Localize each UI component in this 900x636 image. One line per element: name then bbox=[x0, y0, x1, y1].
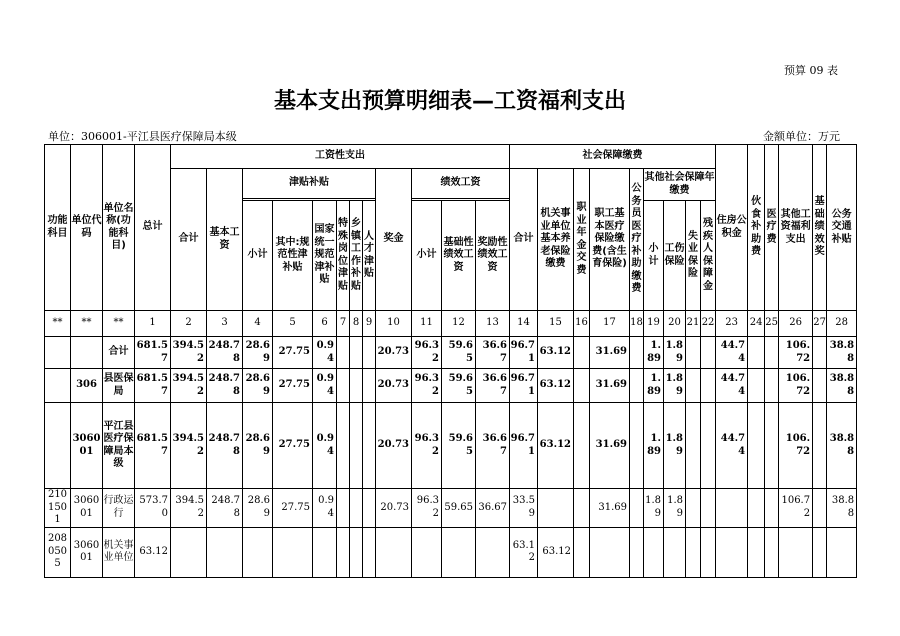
amount-cell: 28.69 bbox=[243, 489, 273, 528]
unit-name-cell: 行政运行 bbox=[103, 489, 135, 528]
index-cell: 13 bbox=[476, 311, 510, 337]
col-civil-med: 公务员医疗补助缴费 bbox=[630, 169, 644, 311]
amount-cell: 96.71 bbox=[510, 369, 538, 403]
index-cell: 7 bbox=[337, 311, 350, 337]
amount-cell: 681.57 bbox=[135, 337, 171, 369]
index-cell: 2 bbox=[171, 311, 207, 337]
amount-cell bbox=[686, 369, 701, 403]
func-code-cell: 2080505 bbox=[45, 527, 71, 577]
amount-cell: 96.32 bbox=[412, 369, 442, 403]
amount-cell bbox=[630, 489, 644, 528]
amount-cell: 63.12 bbox=[538, 369, 574, 403]
amount-cell: 20.73 bbox=[376, 369, 412, 403]
amount-cell: 1.89 bbox=[644, 489, 664, 528]
col-allow-talent: 人才津贴 bbox=[363, 201, 376, 311]
unit-code-cell: 306001 bbox=[71, 489, 103, 528]
amount-cell bbox=[748, 403, 765, 489]
col-total: 总计 bbox=[135, 145, 171, 311]
amount-cell bbox=[686, 489, 701, 528]
amount-cell bbox=[701, 369, 716, 403]
amount-cell: 44.74 bbox=[716, 403, 748, 489]
index-cell: 28 bbox=[827, 311, 857, 337]
group-other-social: 其他社会保障年缴费 bbox=[644, 169, 716, 201]
amount-cell bbox=[337, 527, 350, 577]
index-cell: 23 bbox=[716, 311, 748, 337]
amount-cell bbox=[813, 337, 827, 369]
amount-cell bbox=[376, 527, 412, 577]
unit-name-cell: 机关事业单位 bbox=[103, 527, 135, 577]
col-func: 功能科目 bbox=[45, 145, 71, 311]
amount-cell bbox=[313, 527, 337, 577]
amount-cell bbox=[765, 369, 779, 403]
amount-cell bbox=[590, 527, 630, 577]
func-code-cell bbox=[45, 369, 71, 403]
amount-cell bbox=[686, 527, 701, 577]
amount-cell: 96.32 bbox=[412, 403, 442, 489]
amount-cell: 394.52 bbox=[171, 403, 207, 489]
table-row bbox=[45, 527, 857, 577]
amount-cell: 36.67 bbox=[476, 403, 510, 489]
amount-cell: 44.74 bbox=[716, 337, 748, 369]
amount-cell: 63.12 bbox=[538, 337, 574, 369]
amount-cell: 96.71 bbox=[510, 337, 538, 369]
col-allow-special: 特殊岗位津贴 bbox=[337, 201, 350, 311]
amount-cell bbox=[716, 489, 748, 528]
amount-cell bbox=[701, 489, 716, 528]
amount-cell: 31.69 bbox=[590, 337, 630, 369]
index-cell: 22 bbox=[701, 311, 716, 337]
amount-cell: 248.78 bbox=[207, 403, 243, 489]
table-row bbox=[45, 337, 857, 369]
index-cell: 19 bbox=[644, 311, 664, 337]
func-code-cell bbox=[45, 403, 71, 489]
amount-cell bbox=[813, 369, 827, 403]
amount-cell: 59.65 bbox=[442, 489, 476, 528]
amount-cell: 1.89 bbox=[644, 403, 664, 489]
amount-cell bbox=[476, 527, 510, 577]
col-other-sub: 小计 bbox=[644, 201, 664, 311]
col-disabled: 残疾人保障金 bbox=[701, 201, 716, 311]
amount-cell: 96.32 bbox=[412, 337, 442, 369]
amount-cell bbox=[574, 337, 590, 369]
amount-cell bbox=[243, 527, 273, 577]
index-row bbox=[45, 311, 857, 337]
amount-cell: 1.89 bbox=[644, 337, 664, 369]
amount-cell bbox=[813, 489, 827, 528]
amount-cell: 33.59 bbox=[510, 489, 538, 528]
amount-cell bbox=[664, 527, 686, 577]
index-cell: 9 bbox=[363, 311, 376, 337]
amount-cell bbox=[337, 489, 350, 528]
table-row bbox=[45, 369, 857, 403]
index-cell: 12 bbox=[442, 311, 476, 337]
amount-cell: 59.65 bbox=[442, 337, 476, 369]
amount-cell bbox=[686, 337, 701, 369]
amount-cell: 1.89 bbox=[664, 489, 686, 528]
unit-code-cell: 306001 bbox=[71, 527, 103, 577]
amount-cell bbox=[574, 403, 590, 489]
col-medical: 职工基本医疗保险缴费(含生育保险) bbox=[590, 169, 630, 311]
amount-cell bbox=[630, 403, 644, 489]
amount-cell: 20.73 bbox=[376, 489, 412, 528]
amount-cell: 31.69 bbox=[590, 403, 630, 489]
amount-cell bbox=[337, 337, 350, 369]
amount-cell bbox=[363, 369, 376, 403]
amount-cell bbox=[630, 337, 644, 369]
col-perf-reward: 奖励性绩效工资 bbox=[476, 201, 510, 311]
amount-cell: 248.78 bbox=[207, 369, 243, 403]
index-cell: 27 bbox=[813, 311, 827, 337]
table-row bbox=[45, 489, 857, 528]
amount-cell: 28.69 bbox=[243, 369, 273, 403]
index-cell: 6 bbox=[313, 311, 337, 337]
amount-cell bbox=[363, 337, 376, 369]
amount-cell: 0.94 bbox=[313, 337, 337, 369]
unit-code-cell bbox=[71, 337, 103, 369]
amount-cell: 394.52 bbox=[171, 369, 207, 403]
amount-cell bbox=[337, 403, 350, 489]
amount-cell bbox=[350, 403, 363, 489]
index-cell: 15 bbox=[538, 311, 574, 337]
func-code-cell bbox=[45, 337, 71, 369]
amount-cell: 394.52 bbox=[171, 489, 207, 528]
col-unemploy: 失业保险 bbox=[686, 201, 701, 311]
amount-cell bbox=[765, 403, 779, 489]
amount-cell bbox=[748, 489, 765, 528]
amount-cell bbox=[748, 337, 765, 369]
amount-cell bbox=[765, 489, 779, 528]
amount-cell: 106.72 bbox=[779, 489, 813, 528]
budget-table bbox=[44, 144, 857, 578]
index-cell: 20 bbox=[664, 311, 686, 337]
amount-cell bbox=[538, 489, 574, 528]
amount-cell bbox=[350, 369, 363, 403]
group-wage: 工资性支出 bbox=[171, 145, 510, 169]
col-other-welfare: 其他工资福利支出 bbox=[779, 145, 813, 311]
amount-cell bbox=[748, 369, 765, 403]
amount-cell: 0.94 bbox=[313, 489, 337, 528]
col-transport: 公务交通补贴 bbox=[827, 145, 857, 311]
amount-cell bbox=[748, 527, 765, 577]
amount-cell bbox=[630, 527, 644, 577]
amount-cell bbox=[716, 527, 748, 577]
amount-cell bbox=[630, 369, 644, 403]
amount-cell: 27.75 bbox=[273, 403, 313, 489]
amount-cell bbox=[686, 403, 701, 489]
amount-cell bbox=[813, 527, 827, 577]
amount-cell bbox=[273, 527, 313, 577]
amount-cell: 63.12 bbox=[135, 527, 171, 577]
amount-cell bbox=[363, 489, 376, 528]
unit-label: 单位：306001-平江县医疗保障局本级 bbox=[48, 130, 237, 143]
amount-cell bbox=[644, 527, 664, 577]
col-allow-sub: 小计 bbox=[243, 201, 273, 311]
col-basic-wage: 基本工资 bbox=[207, 169, 243, 311]
amount-cell bbox=[350, 337, 363, 369]
col-social-total: 合计 bbox=[510, 169, 538, 311]
amount-cell: 106.72 bbox=[779, 369, 813, 403]
amount-cell: 681.57 bbox=[135, 403, 171, 489]
amount-cell: 681.57 bbox=[135, 369, 171, 403]
amount-cell bbox=[207, 527, 243, 577]
amount-cell bbox=[701, 527, 716, 577]
index-cell: ** bbox=[45, 311, 71, 337]
unit-code-cell: 306 bbox=[71, 369, 103, 403]
index-cell: 10 bbox=[376, 311, 412, 337]
amount-cell bbox=[765, 337, 779, 369]
amount-cell bbox=[779, 527, 813, 577]
amount-cell: 248.78 bbox=[207, 489, 243, 528]
amount-cell: 248.78 bbox=[207, 337, 243, 369]
amount-cell bbox=[701, 337, 716, 369]
index-cell: 8 bbox=[350, 311, 363, 337]
amount-cell: 106.72 bbox=[779, 403, 813, 489]
col-annuity: 职业年金交费 bbox=[574, 169, 590, 311]
col-perf-award: 基础绩效奖 bbox=[813, 145, 827, 311]
index-cell: 21 bbox=[686, 311, 701, 337]
index-cell: 4 bbox=[243, 311, 273, 337]
amount-cell: 44.74 bbox=[716, 369, 748, 403]
amount-cell: 63.12 bbox=[510, 527, 538, 577]
amount-cell: 63.12 bbox=[538, 403, 574, 489]
amount-cell bbox=[171, 527, 207, 577]
amount-cell: 28.69 bbox=[243, 403, 273, 489]
amount-cell: 38.88 bbox=[827, 369, 857, 403]
amount-cell: 38.88 bbox=[827, 403, 857, 489]
col-injury: 工伤保险 bbox=[664, 201, 686, 311]
amount-cell: 36.67 bbox=[476, 489, 510, 528]
col-housing: 住房公积金 bbox=[716, 145, 748, 311]
amount-cell: 31.69 bbox=[590, 489, 630, 528]
page-title: 基本支出预算明细表—工资福利支出 bbox=[273, 89, 626, 114]
group-social: 社会保障缴费 bbox=[510, 145, 716, 169]
amount-cell bbox=[442, 527, 476, 577]
col-allow-national: 国家统一规范津补贴 bbox=[313, 201, 337, 311]
unit-name-cell: 平江县医疗保障局本级 bbox=[103, 403, 135, 489]
amount-cell: 36.67 bbox=[476, 369, 510, 403]
amount-cell bbox=[350, 527, 363, 577]
amount-cell: 38.88 bbox=[827, 489, 857, 528]
amount-cell: 0.94 bbox=[313, 369, 337, 403]
amount-cell bbox=[574, 369, 590, 403]
amount-cell bbox=[412, 527, 442, 577]
col-perf-basic: 基础性绩效工资 bbox=[442, 201, 476, 311]
index-cell: 11 bbox=[412, 311, 442, 337]
table-tag: 预算 09 表 bbox=[784, 64, 838, 77]
currency-unit-label: 金额单位：万元 bbox=[763, 130, 840, 143]
table-row bbox=[45, 403, 857, 489]
col-wage-total: 合计 bbox=[171, 169, 207, 311]
amount-cell: 27.75 bbox=[273, 489, 313, 528]
col-allow-std: 其中:规范性津补贴 bbox=[273, 201, 313, 311]
index-cell: 25 bbox=[765, 311, 779, 337]
index-cell: ** bbox=[71, 311, 103, 337]
amount-cell bbox=[363, 403, 376, 489]
index-cell: 3 bbox=[207, 311, 243, 337]
unit-name-cell: 合计 bbox=[103, 337, 135, 369]
col-food: 伙食补助费 bbox=[748, 145, 765, 311]
amount-cell: 1.89 bbox=[664, 369, 686, 403]
col-unit-name: 单位名称(功能科目) bbox=[103, 145, 135, 311]
index-cell: 1 bbox=[135, 311, 171, 337]
index-cell: 14 bbox=[510, 311, 538, 337]
col-allow-town: 乡镇工作补贴 bbox=[350, 201, 363, 311]
amount-cell: 59.65 bbox=[442, 369, 476, 403]
col-bonus: 奖金 bbox=[376, 169, 412, 311]
amount-cell bbox=[350, 489, 363, 528]
amount-cell: 27.75 bbox=[273, 369, 313, 403]
index-cell: 17 bbox=[590, 311, 630, 337]
amount-cell: 36.67 bbox=[476, 337, 510, 369]
col-pension: 机关事业单位基本养老保险缴费 bbox=[538, 169, 574, 311]
amount-cell: 31.69 bbox=[590, 369, 630, 403]
amount-cell: 38.88 bbox=[827, 337, 857, 369]
index-cell: ** bbox=[103, 311, 135, 337]
unit-name-cell: 县医保局 bbox=[103, 369, 135, 403]
group-perf: 绩效工资 bbox=[412, 169, 510, 199]
col-perf-sub: 小计 bbox=[412, 201, 442, 311]
index-cell: 18 bbox=[630, 311, 644, 337]
index-cell: 5 bbox=[273, 311, 313, 337]
group-allowance: 津贴补贴 bbox=[243, 169, 376, 199]
amount-cell bbox=[765, 527, 779, 577]
func-code-cell: 2101501 bbox=[45, 489, 71, 528]
amount-cell: 28.69 bbox=[243, 337, 273, 369]
amount-cell: 106.72 bbox=[779, 337, 813, 369]
index-cell: 16 bbox=[574, 311, 590, 337]
amount-cell bbox=[363, 527, 376, 577]
amount-cell: 394.52 bbox=[171, 337, 207, 369]
amount-cell bbox=[574, 489, 590, 528]
amount-cell: 1.89 bbox=[664, 403, 686, 489]
amount-cell bbox=[337, 369, 350, 403]
amount-cell: 63.12 bbox=[538, 527, 574, 577]
amount-cell: 27.75 bbox=[273, 337, 313, 369]
amount-cell: 96.71 bbox=[510, 403, 538, 489]
amount-cell: 573.70 bbox=[135, 489, 171, 528]
amount-cell bbox=[813, 403, 827, 489]
col-unit-code: 单位代码 bbox=[71, 145, 103, 311]
amount-cell: 59.65 bbox=[442, 403, 476, 489]
amount-cell: 1.89 bbox=[664, 337, 686, 369]
amount-cell: 20.73 bbox=[376, 403, 412, 489]
amount-cell: 0.94 bbox=[313, 403, 337, 489]
index-cell: 26 bbox=[779, 311, 813, 337]
index-cell: 24 bbox=[748, 311, 765, 337]
col-medfee: 医疗费 bbox=[765, 145, 779, 311]
amount-cell bbox=[827, 527, 857, 577]
amount-cell: 20.73 bbox=[376, 337, 412, 369]
amount-cell bbox=[701, 403, 716, 489]
amount-cell: 1.89 bbox=[644, 369, 664, 403]
amount-cell: 96.32 bbox=[412, 489, 442, 528]
amount-cell bbox=[574, 527, 590, 577]
unit-code-cell: 306001 bbox=[71, 403, 103, 489]
